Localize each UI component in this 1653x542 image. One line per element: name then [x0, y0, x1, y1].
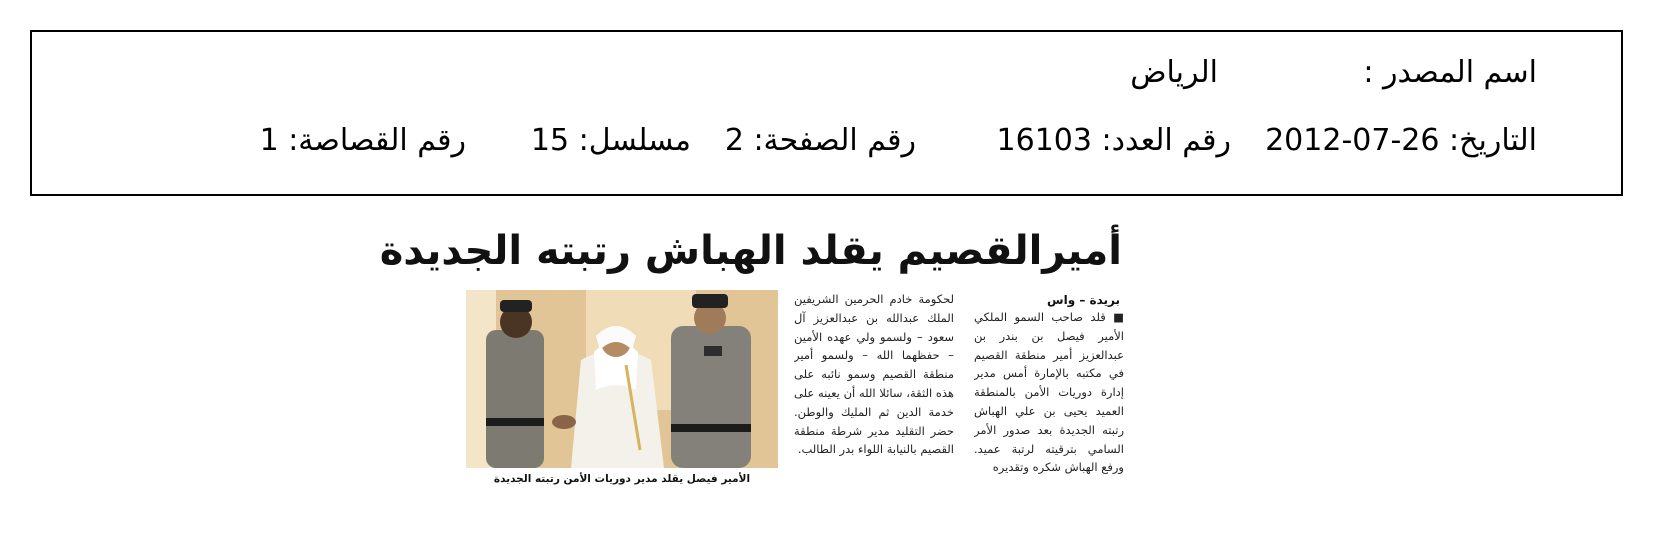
photo-illustration	[466, 290, 778, 468]
issue-number-field: رقم العدد: 16103	[996, 123, 1231, 158]
page-number-field: رقم الصفحة: 2	[724, 123, 916, 158]
article-headline: أميرالقصيم يقلد الهباش رتبته الجديدة	[379, 228, 1122, 274]
newspaper-clipping	[379, 220, 1142, 520]
source-label: اسم المصدر :	[1363, 55, 1537, 90]
article-column-right: ■ قلد صاحب السمو الملكي الأمير فيصل بن بندر بن عبدالعزيز أمير منطقة القصيم في مكتبه بالإمارة أمس مدير إدارة دوريات الأمن بالمنطقة العميد يحيى بن علي الهباش رتبته الجديدة بعد صدور الأمر السامي بترقيته لرتبة عميد. ورفع الهباش شكره وتقديره	[974, 310, 1124, 475]
source-value: الرياض	[1130, 55, 1218, 90]
date-field: التاريخ: 26-07-2012	[1265, 123, 1537, 158]
article-photo	[466, 290, 778, 468]
article-dateline: بريدة – واس	[1047, 293, 1120, 307]
serial-field: مسلسل: 15	[530, 123, 691, 158]
article-column-left: لحكومة خادم الحرمين الشريفين الملك عبدالله بن عبدالعزيز آل سعود – ولسمو ولي عهده الأمين – حفظهما الله – ولسمو أمير منطقة القصيم وسمو نائبه على هذه الثقة، سائلا الله أن يعينه على خدمة الدين ثم المليك والوطن. حضر التقليد مدير شرطة منطقة القصيم بالنيابة اللواء بدر الطالب.	[794, 292, 954, 457]
clipping-number-field: رقم القصاصة: 1	[259, 123, 466, 158]
photo-caption: الأمير فيصل يقلد مدير دوريات الأمن رتبته الجديدة	[493, 473, 751, 485]
metadata-box	[30, 30, 1623, 196]
